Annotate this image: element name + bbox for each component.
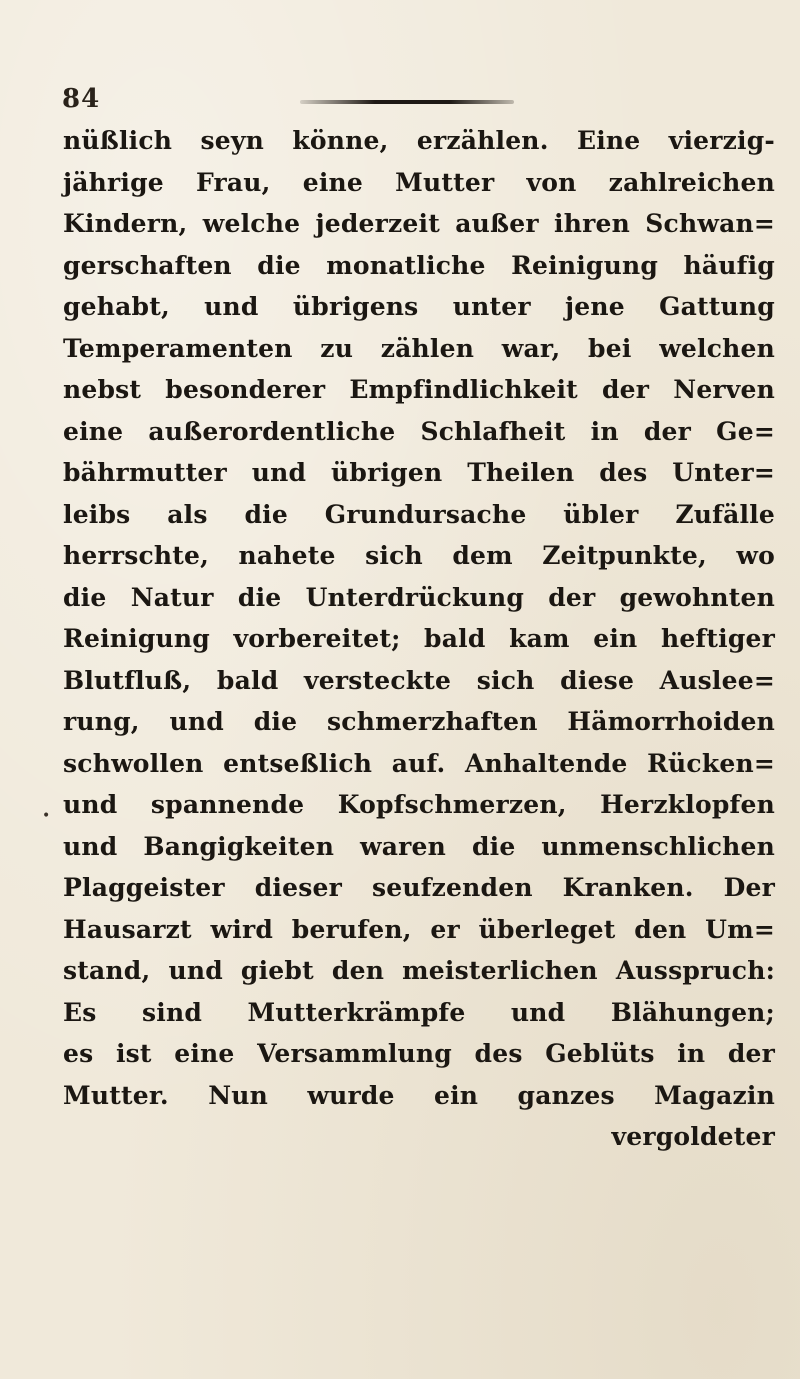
text-line: nüßlich seyn könne, erzählen. Eine vierzig- <box>63 126 775 155</box>
text-line: gerschaften die monatliche Reinigung häufig <box>63 250 775 280</box>
text-line: Kindern, welche jederzeit außer ihren Schwan= <box>63 209 775 238</box>
page-number: 84 <box>62 84 101 114</box>
text-line: rung, und die schmerzhaften Hämorrhoiden <box>63 707 775 736</box>
text-line: Temperamenten zu zählen war, bei welchen <box>63 333 775 363</box>
text-line: Plaggeister dieser seufzenden Kranken. Der <box>63 873 775 902</box>
text-line: es ist eine Versammlung des Geblüts in der <box>63 1039 775 1068</box>
text-line: und Bangigkeiten waren die unmenschlichen <box>63 831 775 861</box>
text-line: Mutter. Nun wurde ein ganzes Magazin <box>63 1080 775 1110</box>
catchword: vergoldeter <box>611 1122 775 1151</box>
text-line: Hausarzt wird berufen, er überleget den Um= <box>63 914 775 944</box>
text-line: die Natur die Unterdrückung der gewohnten <box>63 582 775 612</box>
text-line: eine außerordentliche Schlafheit in der Ge= <box>63 416 775 446</box>
text-line: stand, und giebt den meisterlichen Ausspruch: <box>63 956 775 985</box>
text-line: herrschte, nahete sich dem Zeitpunkte, wo <box>63 541 775 570</box>
text-line: gehabt, und übrigens unter jene Gattung <box>63 292 775 321</box>
text-line: Reinigung vorbereitet; bald kam ein heftiger <box>63 624 775 653</box>
text-line: nebst besonderer Empfindlichkeit der Nerven <box>63 375 775 404</box>
text-line: schwollen entseßlich auf. Anhaltende Rücken= <box>63 748 775 778</box>
text-line: jährige Frau, eine Mutter von zahlreichen <box>63 167 775 197</box>
margin-mark: • <box>42 808 51 824</box>
header-rule <box>300 100 514 104</box>
text-line: leibs als die Grundursache übler Zufälle <box>63 499 775 529</box>
text-line: Es sind Mutterkrämpfe und Blähungen; <box>63 997 775 1027</box>
body-text <box>63 120 775 1158</box>
text-line: und spannende Kopfschmerzen, Herzklopfen <box>63 790 775 819</box>
text-line: Blutfluß, bald versteckte sich diese Ausleе= <box>63 665 775 695</box>
text-line: bährmutter und übrigen Theilen des Unter= <box>63 458 775 487</box>
